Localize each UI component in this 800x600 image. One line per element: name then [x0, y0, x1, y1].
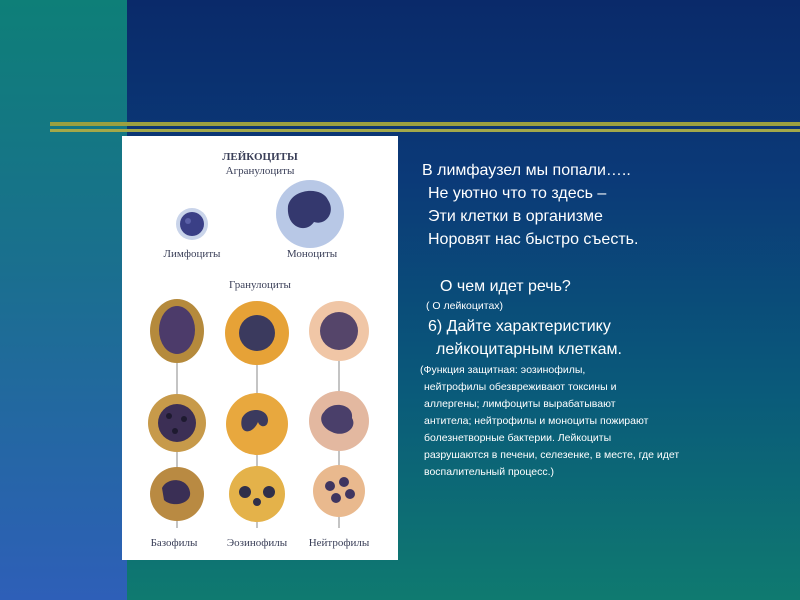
poem-line-4: Норовят нас быстро съесть.	[428, 231, 639, 248]
eosinophils-label: Эозинофилы	[226, 537, 288, 549]
note-line-4: антитела; нейтрофилы и моноциты пожирают	[424, 415, 649, 427]
figure-title: ЛЕЙКОЦИТЫ	[222, 151, 298, 163]
basophil-cell	[150, 299, 204, 363]
accent-rule-top	[50, 122, 800, 126]
basophils-label: Базофилы	[150, 537, 198, 549]
note-line-2: нейтрофилы обезвреживают токсины и	[424, 381, 617, 393]
note-line-1: (Функция защитная: эозинофилы,	[420, 364, 586, 376]
note-line-3: аллергены; лимфоциты вырабатывают	[424, 398, 616, 410]
note-line-6: разрушаются в печени, селезенке, в месте, где идет	[424, 449, 680, 461]
lymphocyte-cell	[176, 208, 208, 240]
monocyte-cell	[276, 180, 344, 248]
neutrophil-cell	[313, 465, 365, 517]
note-line-7: воспалительный процесс.)	[424, 466, 554, 478]
basophil-cell	[150, 467, 204, 521]
poem-line-1: В лимфаузел мы попали…..	[422, 162, 631, 179]
poem-line-3: Эти клетки в организме	[428, 208, 603, 225]
granulocytes-label: Гранулоциты	[229, 279, 291, 291]
agranulocytes-label: Агранулоциты	[225, 165, 295, 177]
basophil-cell	[148, 394, 206, 452]
poem-line-2: Не уютно что то здесь –	[428, 185, 607, 202]
accent-rule-bottom	[50, 129, 800, 132]
left-color-band	[0, 0, 127, 600]
eosinophil-cell	[226, 393, 288, 455]
monocytes-label: Моноциты	[286, 248, 338, 260]
eosinophil-cell	[229, 466, 285, 522]
note-line-5: болезнетворные бактерии. Лейкоциты	[424, 432, 612, 444]
question-text: О чем идет речь?	[440, 278, 571, 295]
neutrophil-cell	[309, 301, 369, 361]
leukocytes-drawing	[122, 136, 398, 560]
leukocytes-illustration	[122, 136, 398, 560]
lymphocytes-label: Лимфоциты	[163, 248, 221, 260]
answer-text: ( О лейкоцитах)	[426, 300, 504, 312]
eosinophil-cell	[225, 301, 289, 365]
neutrophil-cell	[309, 391, 369, 451]
neutrophils-label: Нейтрофилы	[308, 537, 370, 549]
task-line-2: лейкоцитарным клеткам.	[436, 341, 622, 358]
task-line-1: 6) Дайте характеристику	[428, 318, 611, 335]
